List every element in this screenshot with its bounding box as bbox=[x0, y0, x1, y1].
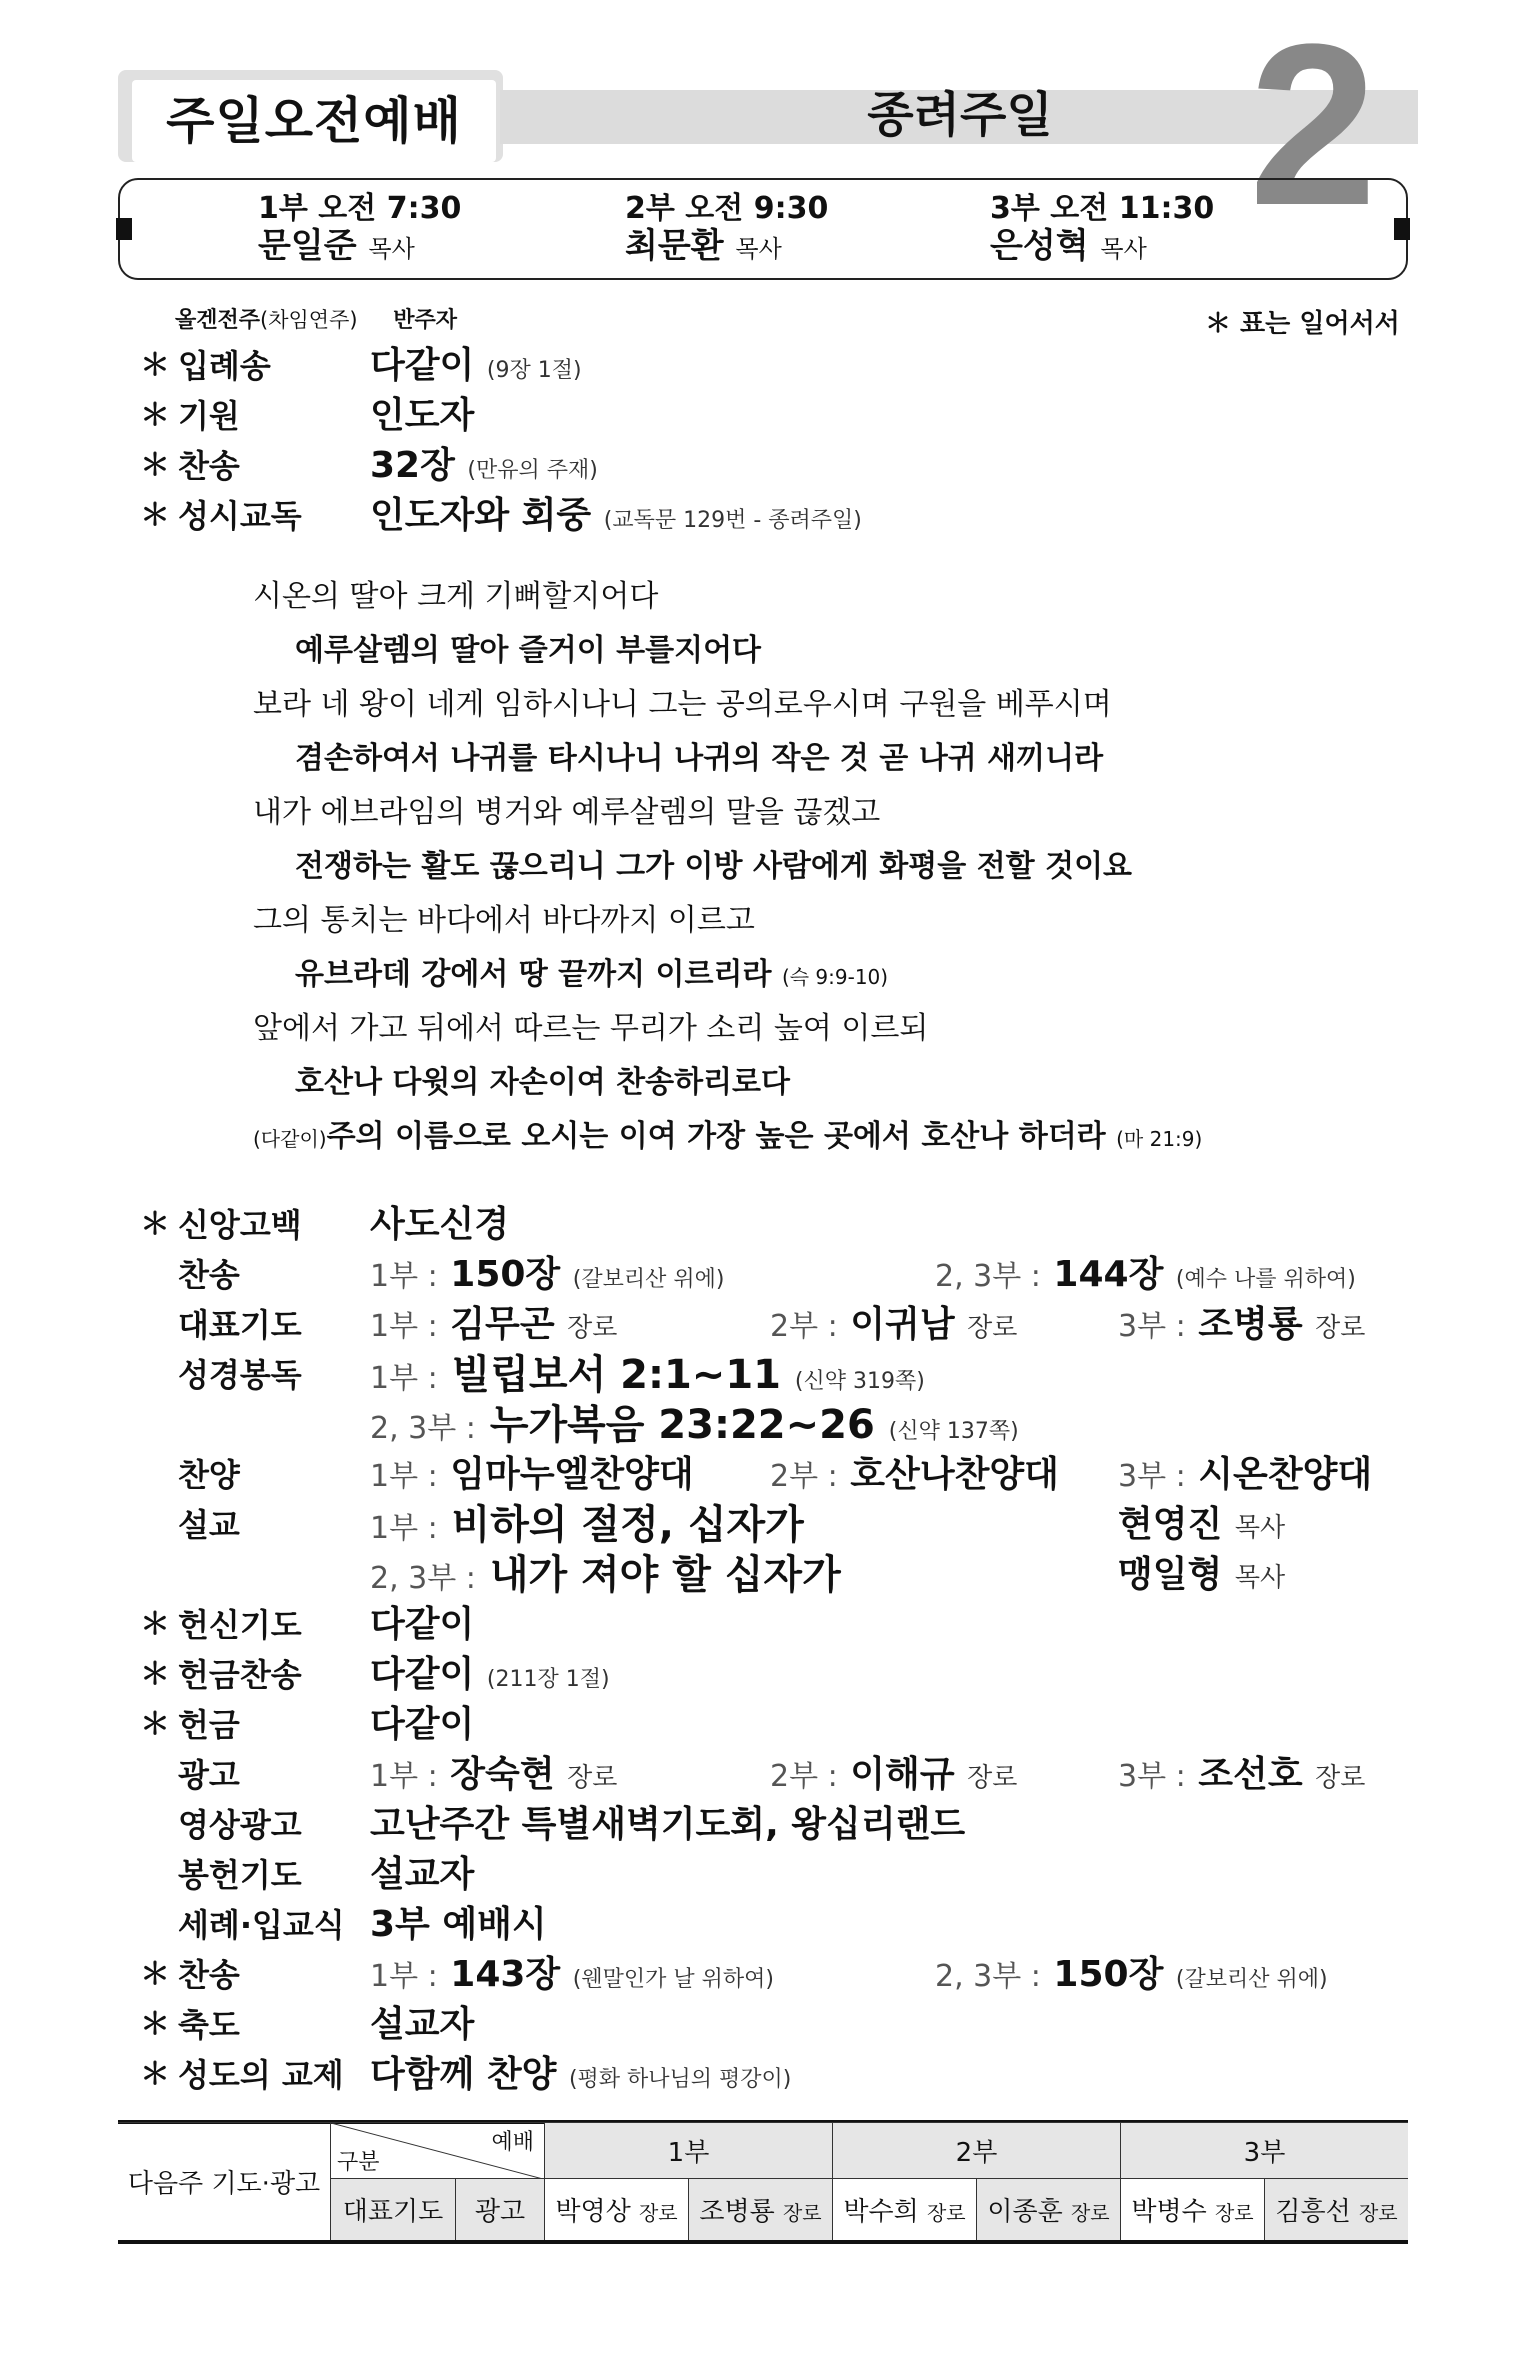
reading-congregation: 유브라데 강에서 땅 끝까지 이르리라 (슥 9:9-10) bbox=[295, 957, 889, 992]
service-time: 1부 오전 7:30 bbox=[258, 191, 462, 226]
preacher-title: 목사 bbox=[735, 235, 782, 263]
service-2 bbox=[625, 192, 828, 269]
cell-name: 김흥선 장로 bbox=[1265, 2179, 1409, 2241]
order-row-choir: 찬양 1부 : 임마누엘찬양대 2부 : 호산나찬양대 3부 : 시온찬양대 bbox=[178, 1454, 1373, 1495]
order-row-video: 영상광고 고난주간 특별새벽기도회, 왕십리랜드 bbox=[178, 1804, 966, 1845]
reading-leader: 내가 에브라임의 병거와 예루살렘의 말을 끊겠고 bbox=[253, 795, 881, 830]
order-row-benediction: ＊ 축도 설교자 bbox=[140, 2004, 475, 2045]
reading-congregation: 호산나 다윗의 자손이여 찬송하리로다 bbox=[295, 1065, 791, 1100]
next-week-table bbox=[118, 2122, 1408, 2241]
order-row-baptism: 세례·입교식 3부 예배시 bbox=[178, 1904, 547, 1945]
order-label: 찬송 bbox=[178, 447, 240, 485]
order-row-sermon: 설교 1부 : 비하의 절정, 십자가 현영진 목사 bbox=[178, 1502, 1286, 1548]
standing-note: ＊ 표는 일어서서 bbox=[1205, 309, 1400, 339]
service-time: 3부 오전 11:30 bbox=[990, 191, 1215, 226]
preacher-title: 목사 bbox=[368, 235, 415, 263]
order-row-responsive-reading: ＊ 성시교독 인도자와 회중 (교독문 129번 - 종려주일) bbox=[140, 491, 1040, 541]
next-week-title: 다음주 기도·광고 bbox=[118, 2123, 331, 2241]
service-1 bbox=[258, 192, 461, 269]
order-row-offering-hymn: ＊ 헌금찬송 다같이 (211장 1절) bbox=[140, 1654, 610, 1695]
reading-leader: 시온의 딸아 크게 기뻐할지어다 bbox=[253, 579, 659, 614]
box-marker-right bbox=[1394, 218, 1410, 240]
page-number: 2 bbox=[1249, 0, 1377, 253]
cell-name: 박수희 장로 bbox=[833, 2179, 977, 2241]
box-marker-left bbox=[116, 218, 132, 240]
order-label: 기원 bbox=[178, 397, 240, 435]
preacher-title: 목사 bbox=[1100, 235, 1147, 263]
cell-name: 조병룡 장로 bbox=[689, 2179, 833, 2241]
cell-name: 박병수 장로 bbox=[1121, 2179, 1265, 2241]
service-time: 2부 오전 9:30 bbox=[625, 191, 829, 226]
reading-leader: 그의 통치는 바다에서 바다까지 이르고 bbox=[253, 903, 755, 938]
preacher-name: 최문환 bbox=[625, 226, 724, 266]
row-prayer-label: 대표기도 bbox=[331, 2179, 456, 2241]
col-header-2: 2부 bbox=[833, 2123, 1121, 2179]
order-row-hymn-2: 찬송 1부 : 150장 (갈보리산 위에) 2, 3부 : 144장 (예수 나를 위하여) bbox=[178, 1254, 1356, 1295]
order-label: 성시교독 bbox=[178, 497, 302, 535]
service-3 bbox=[990, 192, 1214, 269]
order-row-fellowship: ＊ 성도의 교제 다함께 찬양 (평화 하나님의 평강이) bbox=[140, 2054, 792, 2095]
reading-leader: 앞에서 가고 뒤에서 따르는 무리가 소리 높여 이르되 bbox=[253, 1011, 929, 1046]
order-row-offering: ＊ 헌금 다같이 bbox=[140, 1704, 475, 1745]
row-ann-label: 광고 bbox=[456, 2179, 545, 2241]
preacher-name: 은성혁 bbox=[990, 226, 1089, 266]
order-row-invocation: ＊ 기원 인도자 bbox=[140, 391, 1040, 441]
order-row-introit: ＊ 입례송 다같이 (9장 1절) bbox=[140, 341, 1040, 391]
order-row-dedication-prayer: ＊ 헌신기도 다같이 bbox=[140, 1604, 475, 1645]
order-row-creed: ＊ 신앙고백 사도신경 bbox=[140, 1204, 510, 1245]
sunday-name: 종려주일 bbox=[867, 87, 1053, 143]
header-title: 주일오전예배 bbox=[132, 80, 496, 162]
reading-congregation: 겸손하여서 나귀를 타시나니 나귀의 작은 것 곧 나귀 새끼니라 bbox=[295, 741, 1104, 776]
order-row-prayer: 대표기도 1부 : 김무곤 장로 2부 : 이귀남 장로 3부 : 조병룡 장로 bbox=[178, 1304, 1366, 1345]
reading-leader: 보라 네 왕이 네게 임하시나니 그는 공의로우시며 구원을 베푸시며 bbox=[253, 687, 1112, 722]
reading-congregation: 예루살렘의 딸아 즐거이 부를지어다 bbox=[295, 633, 762, 668]
preacher-name: 문일준 bbox=[258, 226, 357, 266]
order-row-sermon-2: 2, 3부 : 내가 져야 할 십자가 맹일형 목사 bbox=[370, 1552, 1286, 1598]
reading-congregation: 전쟁하는 활도 끊으리니 그가 이방 사람에게 화평을 전할 것이요 bbox=[295, 849, 1133, 884]
cell-name: 이종훈 장로 bbox=[977, 2179, 1121, 2241]
reading-all: (다같이)주의 이름으로 오시는 이여 가장 높은 곳에서 호산나 하더라 (마 21:9) bbox=[253, 1119, 1203, 1154]
order-row-scripture-2: 2, 3부 : 누가복음 23:22~26 (신약 137쪽) bbox=[370, 1402, 1019, 1448]
order-row-hymn: ＊ 찬송 32장 (만유의 주재) bbox=[140, 441, 1040, 491]
organ-prelude: 올겐전주(차임연주) 반주자 bbox=[175, 308, 457, 333]
cell-name: 박영상 장로 bbox=[545, 2179, 689, 2241]
order-label: 입례송 bbox=[178, 347, 271, 385]
col-header-1: 1부 bbox=[545, 2123, 833, 2179]
table-bottom-rule bbox=[118, 2240, 1408, 2244]
order-row-closing-hymn: ＊ 찬송 1부 : 143장 (웬말인가 날 위하여) 2, 3부 : 150장 (갈보리산 위에) bbox=[140, 1954, 1328, 1995]
order-row-scripture: 성경봉독 1부 : 빌립보서 2:1~11 (신약 319쪽) bbox=[178, 1352, 925, 1398]
col-header-3: 3부 bbox=[1121, 2123, 1409, 2179]
order-row-announcements: 광고 1부 : 장숙현 장로 2부 : 이해규 장로 3부 : 조선호 장로 bbox=[178, 1754, 1366, 1795]
header-diagonal-cell: 예배 구분 bbox=[331, 2123, 545, 2179]
order-row-offertory: 봉헌기도 설교자 bbox=[178, 1854, 475, 1895]
